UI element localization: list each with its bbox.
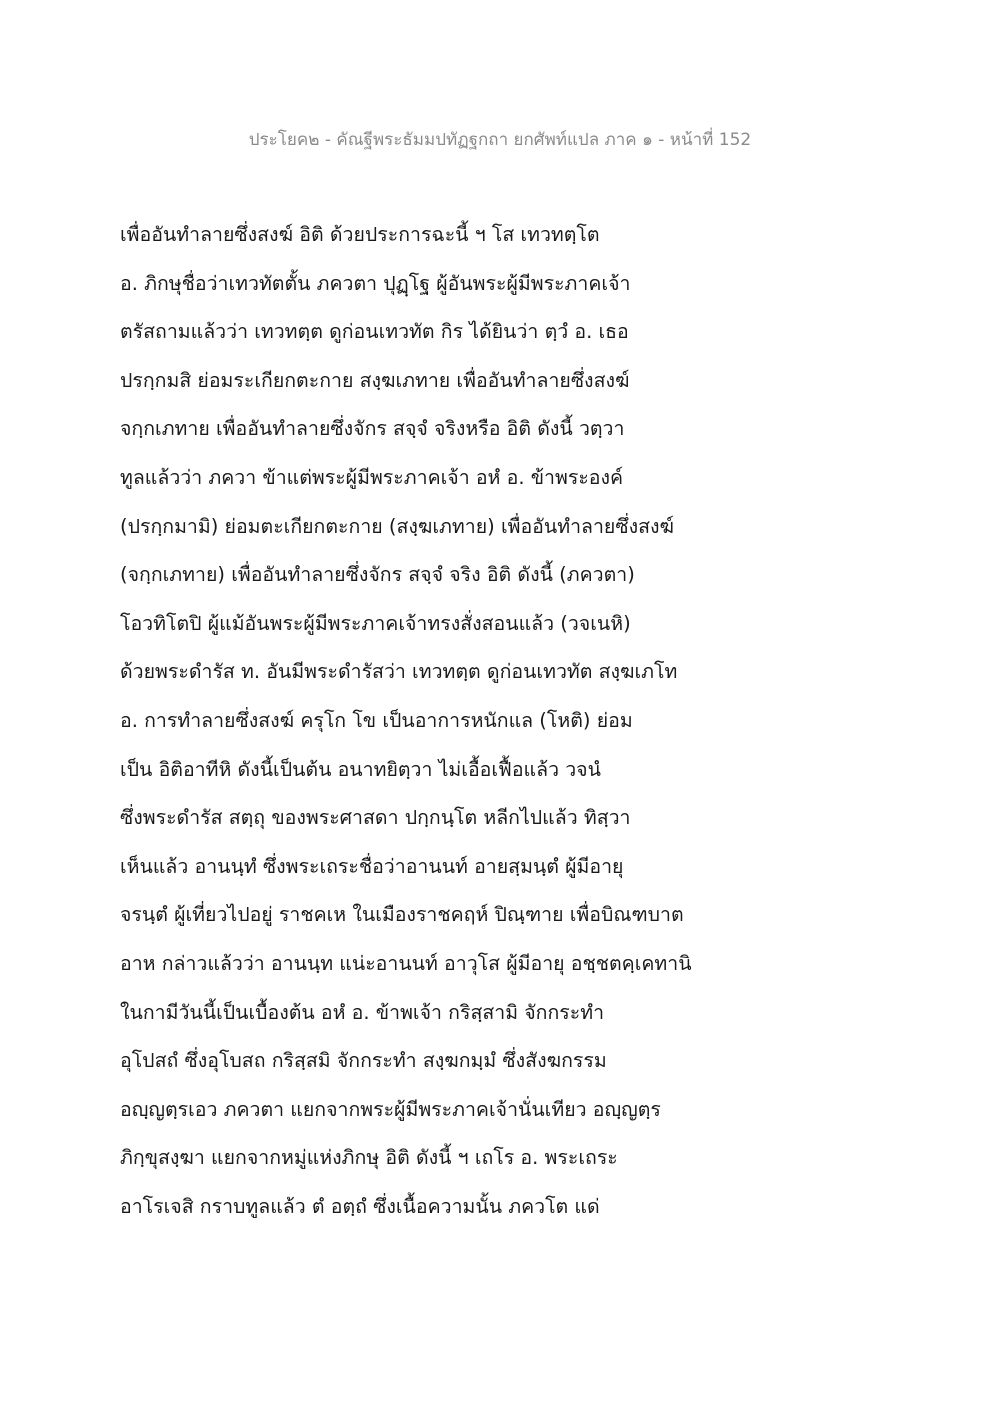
text-line: ทูลแล้วว่า ภควา ข้าแต่พระผู้มีพระภาคเจ้า อหํ อ. ข้าพระองค์ (120, 465, 624, 489)
text-line: อุโปสถํ ซึ่งอุโบสถ กริสฺสมิ จักกระทำ สงฺฆกมฺมํ ซึ่งสังฆกรรม (120, 1049, 607, 1073)
text-line: จกฺกเภทาย เพื่ออันทำลายซึ่งจักร สจฺจํ จริงหรือ อิติ ดังนี้ วตฺวา (120, 417, 625, 441)
text-line: ภิกฺขุสงฺฆา แยกจากหมู่แห่งภิกษุ อิติ ดังนี้ ฯ เถโร อ. พระเถระ (120, 1146, 618, 1170)
text-line: ปรกฺกมสิ ย่อมระเกียกตะกาย สงฺฆเภทาย เพื่ออันทำลายซึ่งสงฆ์ (120, 368, 630, 392)
text-line: ตรัสถามแล้วว่า เทวทตฺต ดูก่อนเทวทัต กิร ได้ยินว่า ตฺวํ อ. เธอ (120, 320, 629, 344)
text-line: ซึ่งพระดำรัส สตฺถุ ของพระศาสดา ปกฺกนฺโต หลีกไปแล้ว ทิสฺวา (120, 806, 631, 830)
text-line: อาห กล่าวแล้วว่า อานนฺท แน่ะอานนท์ อาวุโส ผู้มีอายุ อชฺชตคฺเคทานิ (120, 951, 692, 975)
text-line: อญฺญตฺรเอว ภควตา แยกจากพระผู้มีพระภาคเจ้านั่นเทียว อญฺญตฺร (120, 1097, 661, 1121)
text-line: เป็น อิติอาทีหิ ดังนี้เป็นต้น อนาทยิตฺวา ไม่เอื้อเฟื้อแล้ว วจนํ (120, 757, 601, 781)
text-line: อ. การทำลายซึ่งสงฆ์ ครุโก โข เป็นอาการหนักแล (โหติ) ย่อม (120, 708, 633, 732)
text-line: จรนฺตํ ผู้เที่ยวไปอยู่ ราชคเห ในเมืองราชคฤห์ ปิณฺฑาย เพื่อบิณฑบาต (120, 903, 684, 927)
text-line: อ. ภิกษุชื่อว่าเทวทัตตั้น ภควตา ปุฏฺโฐ ผู้อันพระผู้มีพระภาคเจ้า (120, 271, 631, 295)
text-line: เห็นแล้ว อานนฺทํ ซึ่งพระเถระชื่อว่าอานนท์ อายสฺมนฺตํ ผู้มีอายุ (120, 854, 624, 878)
text-line: อาโรเจสิ กราบทูลแล้ว ตํ อตฺถํ ซึ่งเนื้อความนั้น ภควโต แด่ (120, 1194, 600, 1218)
body-text (120, 211, 740, 1231)
text-line: (จกฺกเภทาย) เพื่ออันทำลายซึ่งจักร สจฺจํ จริง อิติ ดังนี้ (ภควตา) (120, 563, 635, 587)
text-line: โอวทิโตปิ ผู้แม้อันพระผู้มีพระภาคเจ้าทรงสั่งสอนแล้ว (วจเนหิ) (120, 611, 631, 635)
text-line: ด้วยพระดำรัส ท. อันมีพระดำรัสว่า เทวทตฺต ดูก่อนเทวทัต สงฺฆเภโท (120, 660, 678, 684)
text-line: (ปรกฺกมามิ) ย่อมตะเกียกตะกาย (สงฺฆเภทาย) เพื่ออันทำลายซึ่งสงฆ์ (120, 514, 674, 538)
running-header: ประโยค๒ - คัณฐีพระธัมมปทัฏฐกถา ยกศัพท์แปล ภาค ๑ - หน้าที่ 152 (248, 130, 752, 150)
text-line: ในกามีวันนี้เป็นเบื้องต้น อหํ อ. ข้าพเจ้า กริสฺสามิ จักกระทำ (120, 1000, 605, 1024)
text-line: เพื่ออันทำลายซึ่งสงฆ์ อิติ ด้วยประการฉะนี้ ฯ โส เทวทตฺโต (120, 223, 600, 246)
